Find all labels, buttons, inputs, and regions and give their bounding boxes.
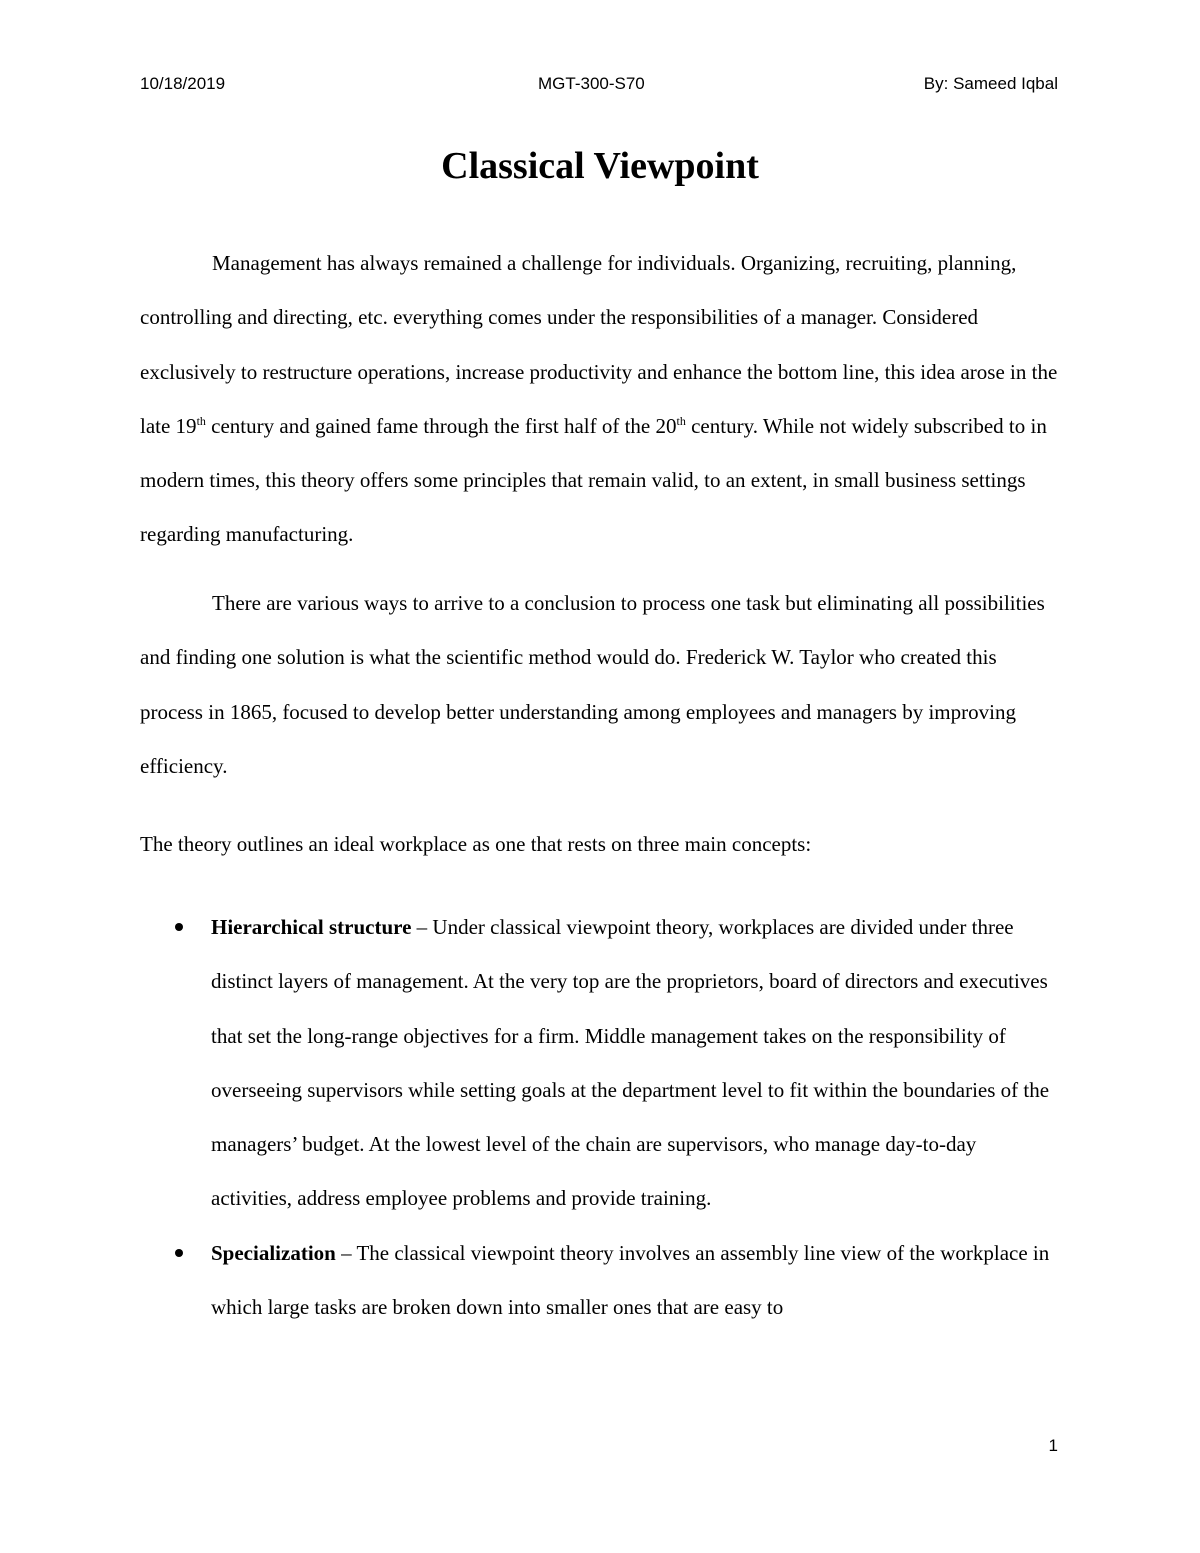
bullet-term: Specialization	[211, 1240, 336, 1265]
list-item	[140, 900, 1060, 1226]
bullet-text: – The classical viewpoint theory involves an assembly line view of the workplace in which large tasks are broken down into smaller ones that are easy to	[211, 1240, 1050, 1320]
list-item	[140, 1226, 1060, 1335]
document-title: Classical Viewpoint	[441, 145, 759, 187]
paragraph-intro-part1: Management has always remained a challenge for individuals. Organizing, recruiting, planning, controlling and directing, etc. everything comes under the responsibilities of a manager. Considered exclusively to restructure operations, increase productivity and enhance the bottom line, this idea arose in the late 19	[140, 251, 1058, 438]
bullet-icon	[175, 923, 183, 931]
concepts-list	[140, 900, 1060, 1334]
paragraph-scientific-method: There are various ways to arrive to a conclusion to process one task but eliminating all possibilities and finding one solution is what the scientific method would do. Frederick W. Taylor who created this process in 1865, focused to develop better understanding among employees and managers by improving efficiency.	[140, 591, 1045, 778]
ordinal-suffix: th	[196, 413, 206, 428]
paragraph-concepts-intro: The theory outlines an ideal workplace as one that rests on three main concepts:	[140, 832, 812, 856]
ordinal-suffix: th	[676, 413, 686, 428]
page-number: 1	[1048, 1436, 1058, 1455]
bullet-term: Hierarchical structure	[211, 915, 412, 939]
page-header	[140, 74, 1058, 98]
header-author: By: Sameed Iqbal	[923, 74, 1058, 93]
paragraph-intro	[140, 236, 1060, 562]
header-date: 10/18/2019	[140, 74, 226, 93]
header-course: MGT-300-S70	[538, 74, 645, 93]
paragraph-intro-part3: century. While not widely subscribed to in modern times, this theory offers some principles that remain valid, to an extent, in small business settings regarding manufacturing.	[140, 413, 1047, 547]
bullet-text: – Under classical viewpoint theory, workplaces are divided under three distinct layers of management. At the very top are the proprietors, board of directors and executives that set the long-range objectives for a firm. Middle management takes on the responsibility of overseeing supervisors while setting goals at the department level to fit within the boundaries of the managers’ budget. At the lowest level of the chain are supervisors, who manage day-to-day activities, address employee problems and provide training.	[211, 915, 1050, 1211]
bullet-icon	[175, 1249, 183, 1257]
paragraph-intro-part2: century and gained fame through the first half of the 20	[205, 413, 677, 438]
